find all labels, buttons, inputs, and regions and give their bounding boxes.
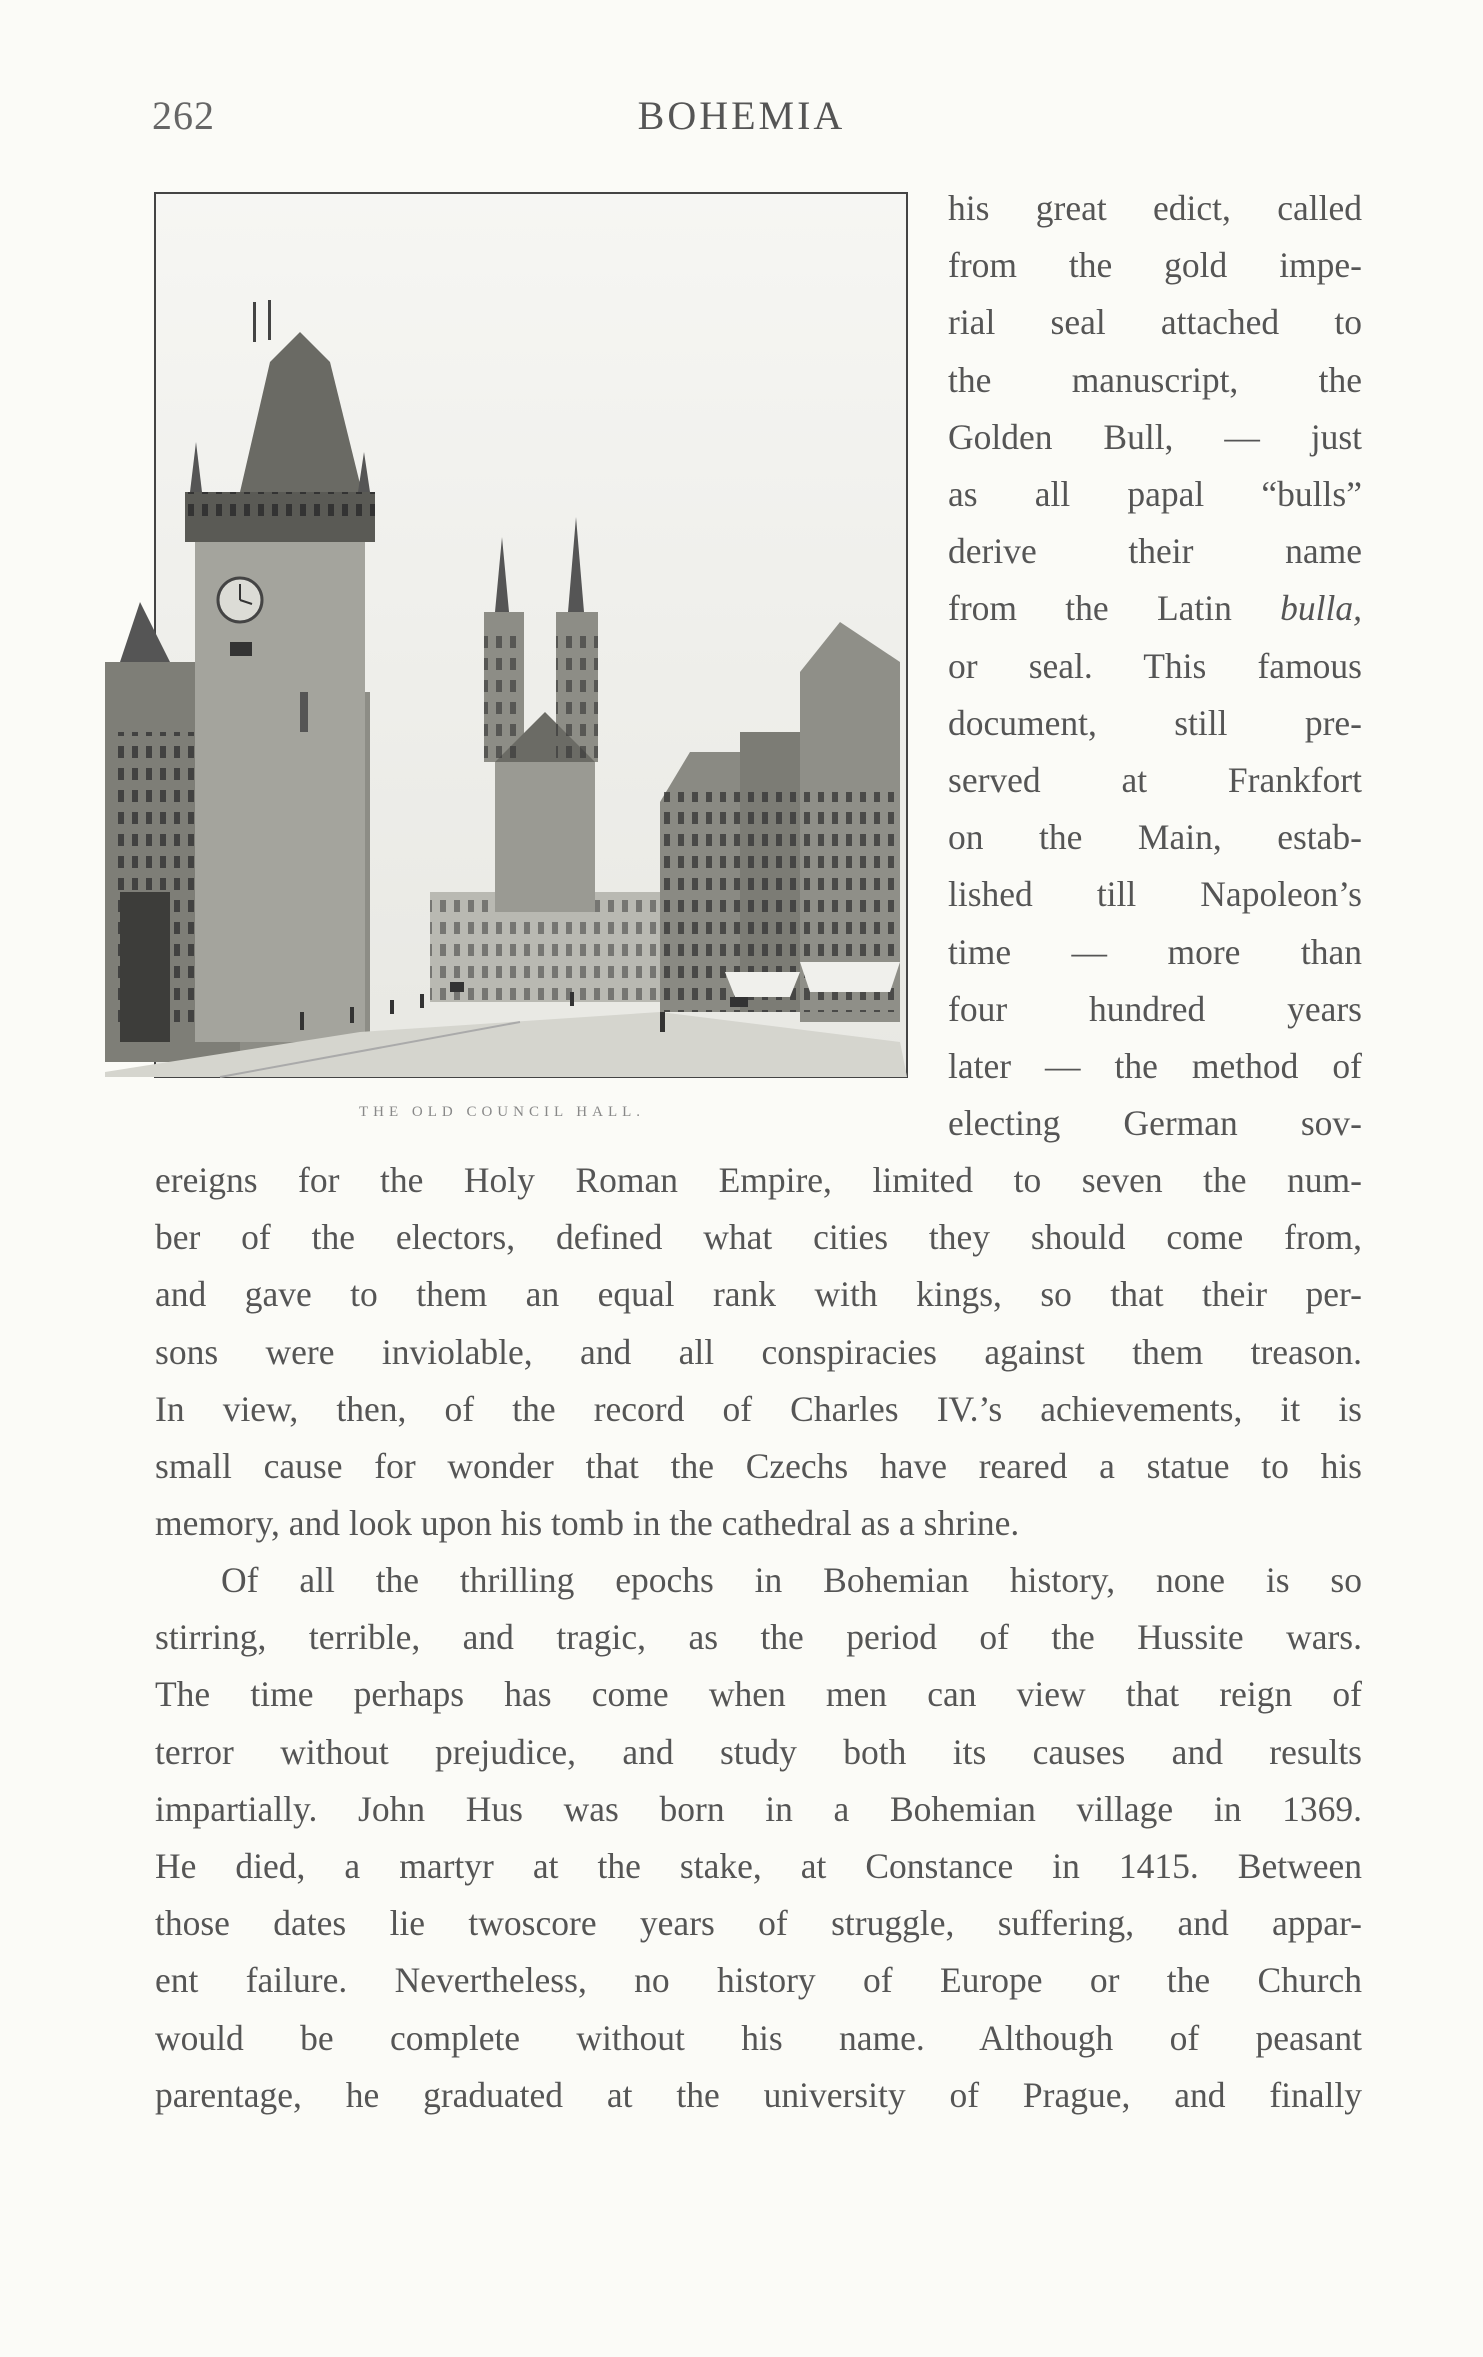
- text-line: or seal. This famous: [948, 645, 1362, 686]
- text-line: on the Main, estab-: [948, 817, 1362, 858]
- page-number: 262: [152, 93, 215, 138]
- text-line: impartially. John Hus was born in a Bohemian village in 1369.: [155, 1788, 1362, 1829]
- text-line: time — more than: [948, 931, 1362, 972]
- text-line: electing German sov-: [948, 1103, 1362, 1144]
- text-line: The time perhaps has come when men can view that reign of: [155, 1674, 1362, 1715]
- figure-caption: THE OLD COUNCIL HALL.: [358, 1104, 646, 1120]
- text-line: as all papal “bulls”: [948, 474, 1362, 515]
- text-line: derive their name: [948, 531, 1362, 572]
- text-line: ereigns for the Holy Roman Empire, limited to seven the num-: [155, 1160, 1362, 1200]
- text-line: terror without prejudice, and study both its causes and results: [155, 1731, 1362, 1772]
- text-line: and gave to them an equal rank with kings, so that their per-: [155, 1274, 1362, 1315]
- text-line: He died, a martyr at the stake, at Constance in 1415. Between: [155, 1846, 1362, 1887]
- text-line: stirring, terrible, and tragic, as the period of the Hussite wars.: [155, 1617, 1362, 1658]
- engraving: [100, 192, 908, 1088]
- text-line: lished till Napoleon’s: [948, 874, 1362, 915]
- text-line: memory, and look upon his tomb in the cathedral as a shrine.: [155, 1503, 1020, 1544]
- text-line: the manuscript, the: [948, 359, 1362, 400]
- latin-word: bulla,: [1280, 588, 1362, 629]
- text-line: ber of the electors, defined what cities they should come from,: [155, 1217, 1362, 1258]
- text-line: from the Latin bulla,: [948, 588, 1362, 629]
- paragraph-2: [155, 1552, 1362, 2124]
- illustration-old-council-hall: [100, 192, 908, 1088]
- paragraph-1: [155, 1152, 1362, 1552]
- running-head: BOHEMIA: [637, 93, 846, 138]
- text-line: those dates lie twoscore years of struggle, suffering, and appar-: [155, 1903, 1362, 1944]
- text-line: his great edict, called: [948, 188, 1362, 228]
- narrow-column-text: [948, 180, 1362, 1152]
- text-line: ent failure. Nevertheless, no history of Europe or the Church: [155, 1960, 1362, 2001]
- text-line: four hundred years: [948, 988, 1362, 1029]
- text-line: In view, then, of the record of Charles IV.’s achievements, it is: [155, 1388, 1362, 1429]
- text-line: document, still pre-: [948, 702, 1362, 743]
- text-line: later — the method of: [948, 1046, 1362, 1087]
- text-line: small cause for wonder that the Czechs have reared a statue to his: [155, 1446, 1362, 1487]
- text-line: sons were inviolable, and all conspiracies against them treason.: [155, 1331, 1362, 1372]
- text-line: Golden Bull, — just: [948, 416, 1362, 457]
- text-line: would be complete without his name. Although of peasant: [155, 2017, 1362, 2058]
- text-line: parentage, he graduated at the university of Prague, and finally: [155, 2074, 1362, 2115]
- text-line: served at Frankfort: [948, 760, 1362, 801]
- text-line: rial seal attached to: [948, 302, 1362, 343]
- text-line: Of all the thrilling epochs in Bohemian history, none is so: [221, 1560, 1362, 1600]
- text-line: from the gold impe-: [948, 245, 1362, 286]
